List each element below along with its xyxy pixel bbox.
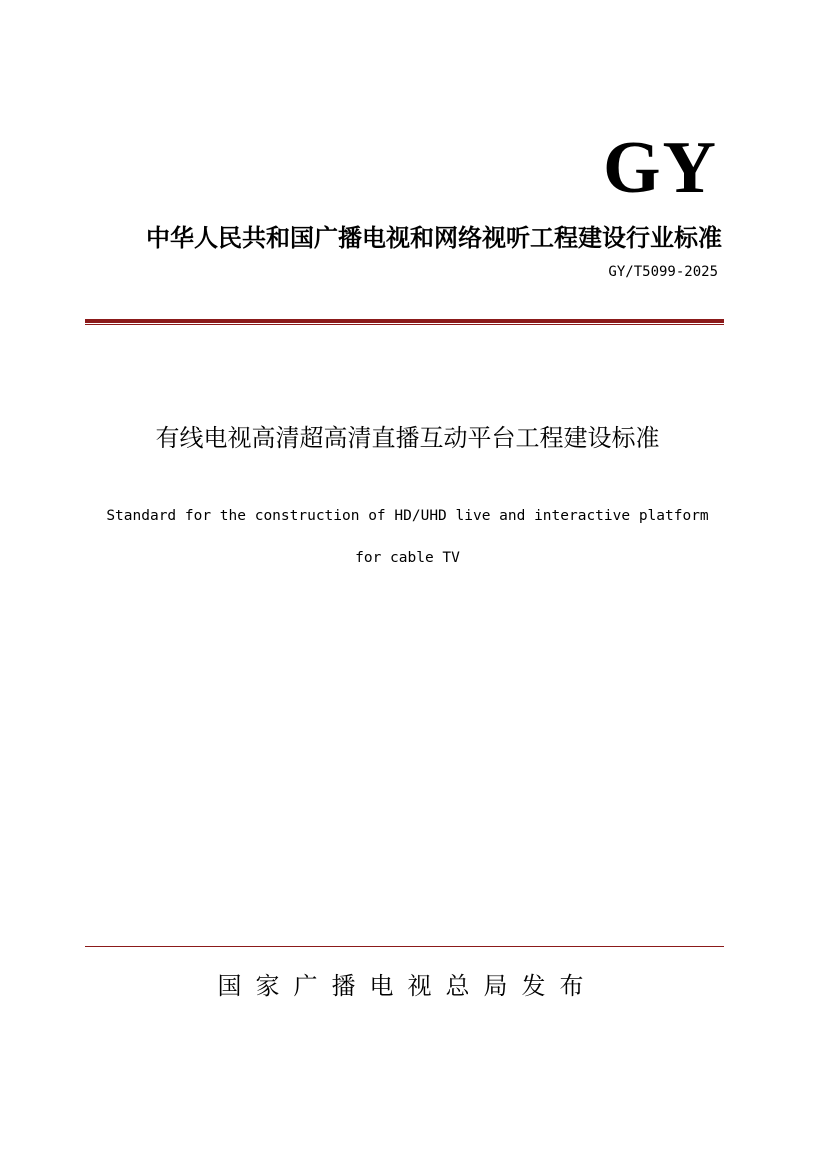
standard-category: 中华人民共和国广播电视和网络视听工程建设行业标准 <box>146 224 722 252</box>
footer-divider <box>85 946 724 947</box>
title-english-line-1: Standard for the construction of HD/UHD live and interactive platform <box>106 508 709 524</box>
header-divider-thin <box>85 324 724 325</box>
standard-number: GY/T5099-2025 <box>608 264 718 280</box>
title-chinese: 有线电视高清超高清直播互动平台工程建设标准 <box>155 424 660 452</box>
publisher: 国家广播电视总局发布 <box>217 972 598 1000</box>
title-english-line-2: for cable TV <box>355 550 460 566</box>
header-divider-thick <box>85 319 724 323</box>
gy-logo: GY <box>603 127 718 209</box>
